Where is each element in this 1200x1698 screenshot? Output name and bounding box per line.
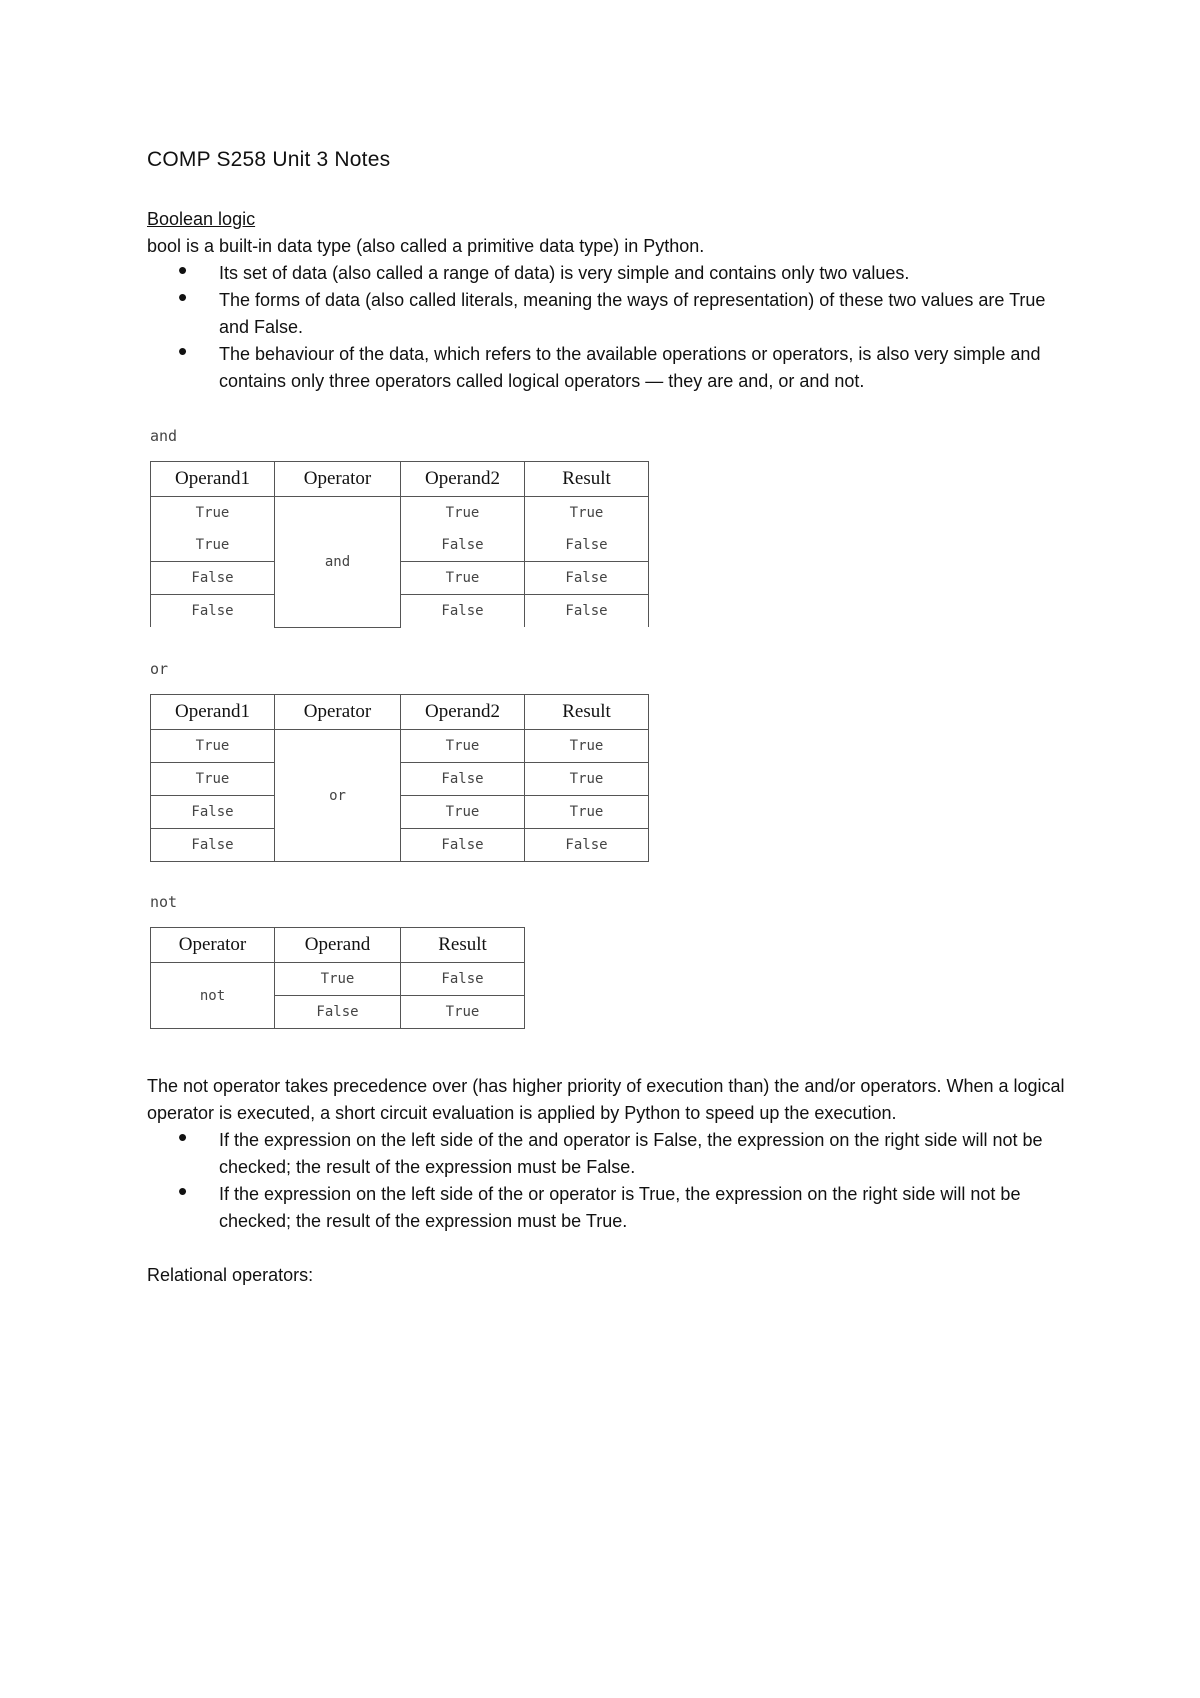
column-header: Result <box>401 928 525 963</box>
column-header: Operand2 <box>401 695 525 730</box>
table-cell: False <box>401 829 525 862</box>
column-header: Operand1 <box>151 695 275 730</box>
table-cell: False <box>401 963 525 996</box>
short-circuit-section <box>147 1073 1077 1289</box>
operator-cell: not <box>151 963 275 1029</box>
boolean-logic-section <box>147 206 1077 395</box>
and-table-label: and <box>150 427 178 445</box>
and-truth-table <box>150 461 649 628</box>
column-header: Result <box>525 695 649 730</box>
table-cell: True <box>401 996 525 1029</box>
table-cell: True <box>401 562 525 595</box>
section-heading: Boolean logic <box>147 209 256 229</box>
bullet-list <box>147 260 1077 395</box>
or-truth-table <box>150 694 649 862</box>
table-cell: True <box>275 963 401 996</box>
not-table-label: not <box>150 893 178 911</box>
table-row <box>151 963 525 996</box>
table-cell: False <box>151 595 275 628</box>
table-cell: True <box>525 763 649 796</box>
column-header: Operator <box>151 928 275 963</box>
column-header: Result <box>525 462 649 497</box>
table-cell: True <box>151 763 275 796</box>
list-item: • If the expression on the left side of the and operator is False, the expression on the right side will not be checked; the result of the expression must be False. <box>147 1127 1077 1181</box>
page-title: COMP S258 Unit 3 Notes <box>147 148 391 171</box>
table-row <box>151 730 649 763</box>
table-cell: True <box>151 529 275 562</box>
intro-paragraph: bool is a built-in data type (also called a primitive data type) in Python. <box>147 236 705 256</box>
table-header-row <box>151 695 649 730</box>
list-item: • The forms of data (also called literals, meaning the ways of representation) of these two values are True and False. <box>147 287 1077 341</box>
table-cell: True <box>525 730 649 763</box>
table-cell: False <box>401 529 525 562</box>
table-cell: False <box>525 829 649 862</box>
list-item: • The behaviour of the data, which refers to the available operations or operators, is also very simple and contains only three operators called logical operators — they are and, or and not. <box>147 341 1077 395</box>
table-cell: True <box>151 497 275 530</box>
table-cell: True <box>151 730 275 763</box>
table-cell: False <box>275 996 401 1029</box>
table-cell: True <box>525 497 649 530</box>
table-header-row <box>151 928 525 963</box>
table-cell: True <box>525 796 649 829</box>
relational-operators-heading: Relational operators: <box>147 1265 314 1285</box>
table-cell: False <box>151 562 275 595</box>
table-cell: False <box>151 829 275 862</box>
table-cell: True <box>401 497 525 530</box>
table-cell: True <box>401 730 525 763</box>
table-cell: False <box>401 763 525 796</box>
table-cell: False <box>401 595 525 628</box>
or-table-label: or <box>150 660 169 678</box>
table-header-row <box>151 462 649 497</box>
column-header: Operator <box>275 695 401 730</box>
table-cell: False <box>151 796 275 829</box>
operator-cell: and <box>275 497 401 628</box>
table-row <box>151 497 649 530</box>
table-cell: False <box>525 595 649 628</box>
column-header: Operator <box>275 462 401 497</box>
column-header: Operand2 <box>401 462 525 497</box>
table-cell: False <box>525 562 649 595</box>
column-header: Operand <box>275 928 401 963</box>
precedence-paragraph: The not operator takes precedence over (has higher priority of execution than) the and/or operators. When a logical operator is executed, a short circuit evaluation is applied by Python to speed up the execution. <box>147 1076 1065 1123</box>
list-item: • If the expression on the left side of the or operator is True, the expression on the right side will not be checked; the result of the expression must be True. <box>147 1181 1077 1235</box>
not-truth-table <box>150 927 525 1029</box>
list-item: • Its set of data (also called a range of data) is very simple and contains only two values. <box>147 260 1077 287</box>
table-cell: True <box>401 796 525 829</box>
column-header: Operand1 <box>151 462 275 497</box>
table-cell: False <box>525 529 649 562</box>
bullet-list <box>147 1127 1077 1235</box>
operator-cell: or <box>275 730 401 862</box>
